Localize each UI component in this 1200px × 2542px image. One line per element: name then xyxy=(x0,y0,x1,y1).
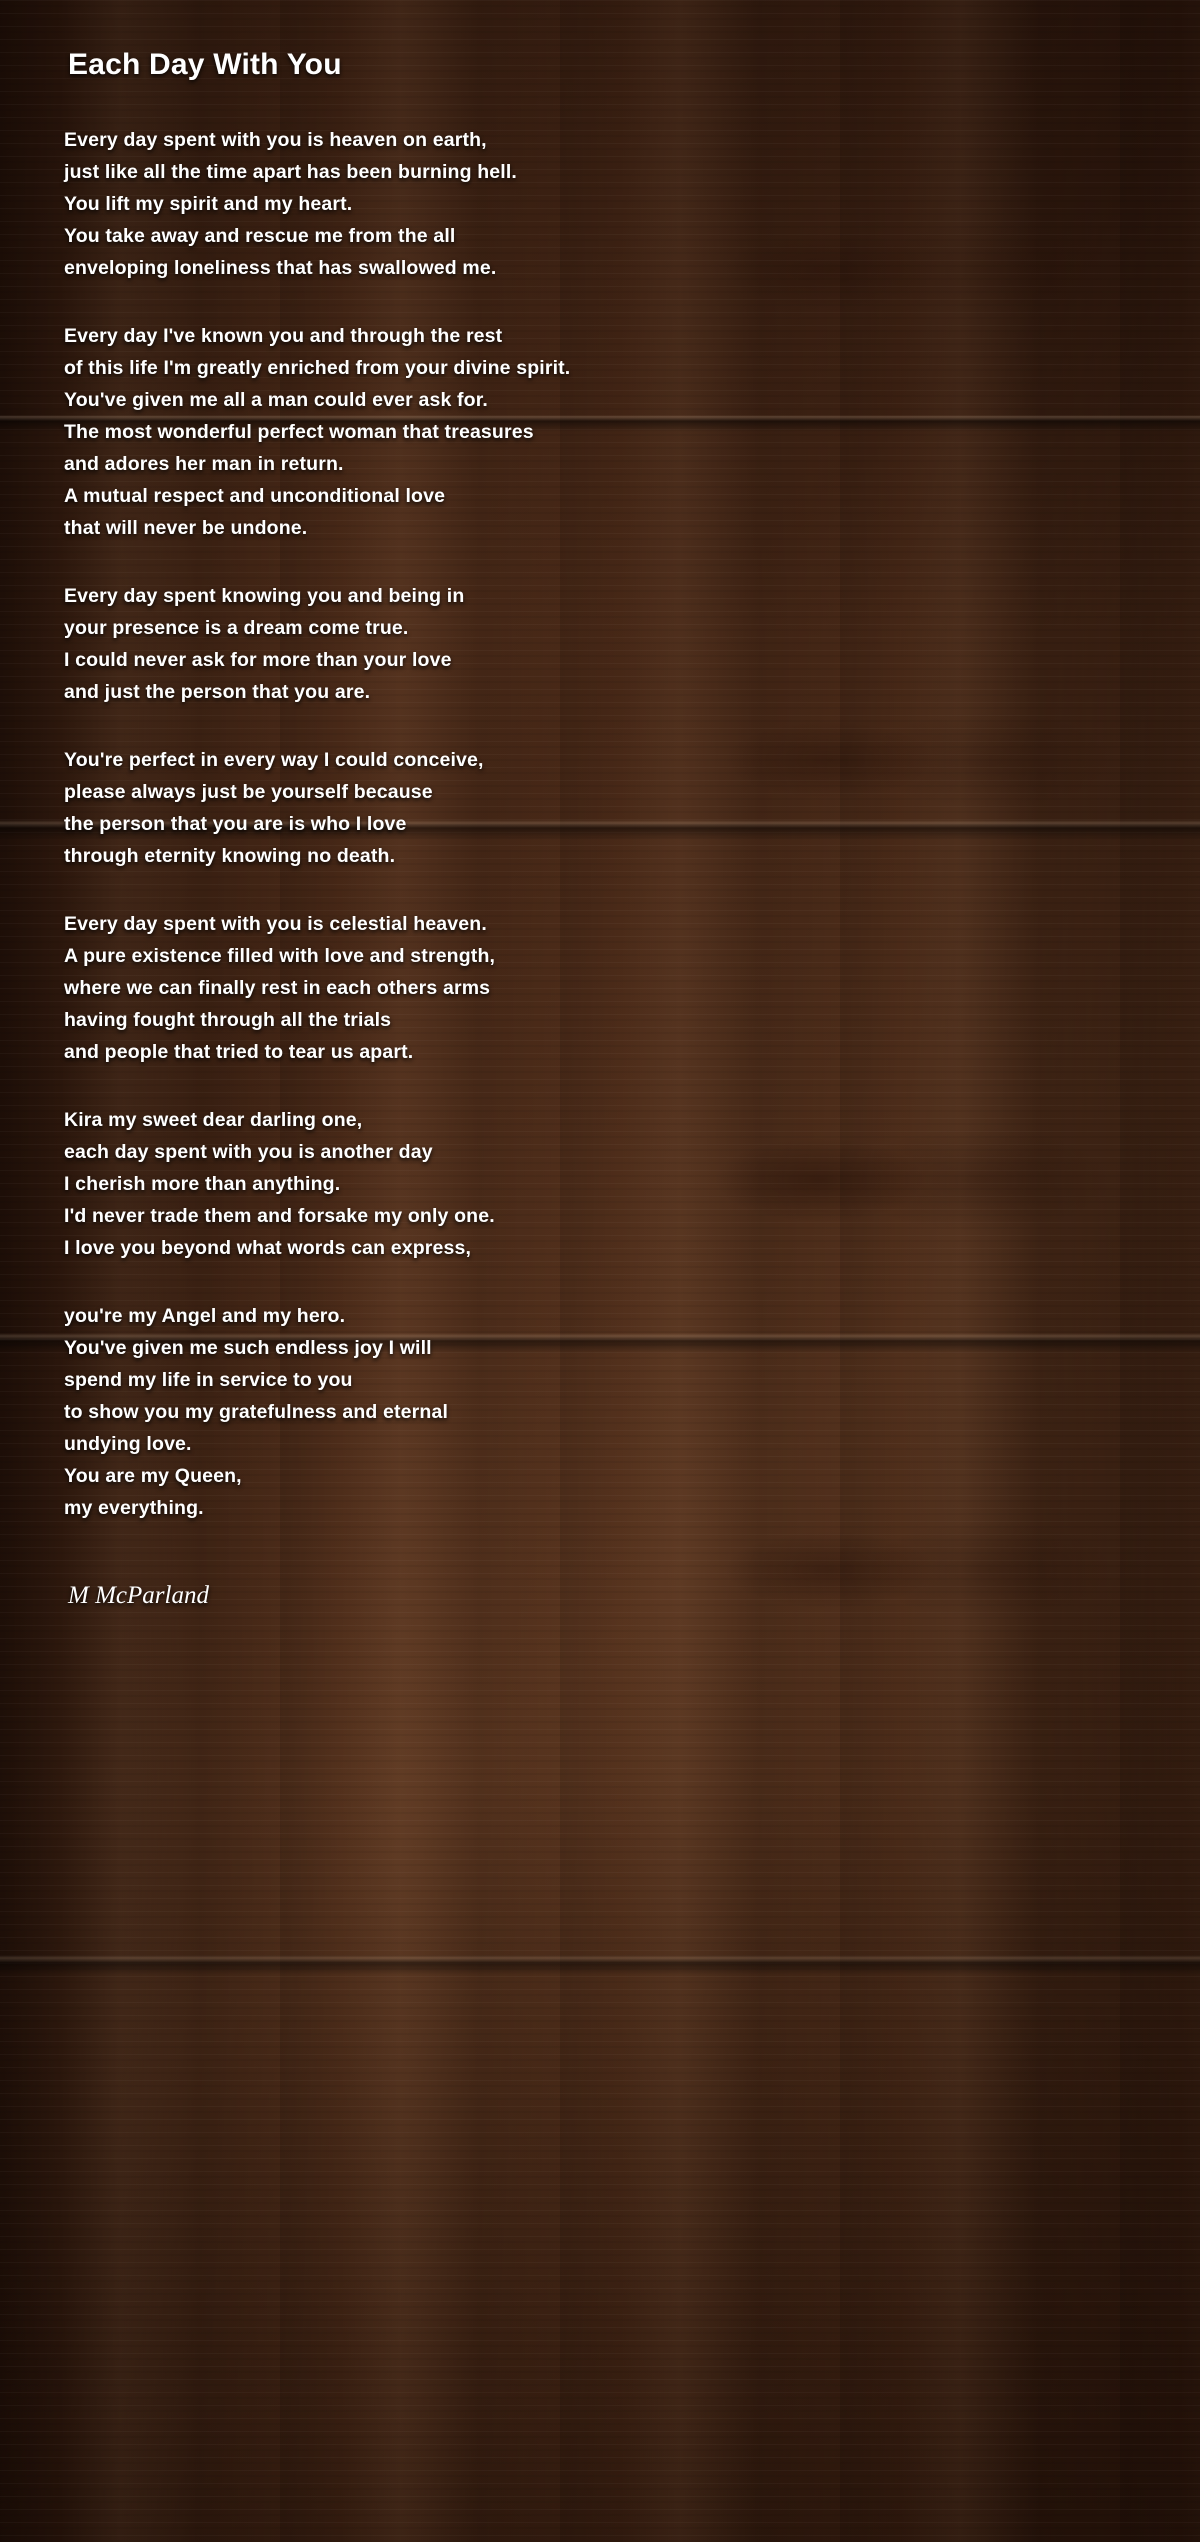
poem-line: Every day spent with you is heaven on earth, xyxy=(64,129,487,151)
poem-line: You've given me such endless joy I will xyxy=(64,1337,432,1359)
page-title: Each Day With You xyxy=(68,48,342,81)
poem-line: enveloping loneliness that has swallowed me. xyxy=(64,257,497,279)
poem-line: just like all the time apart has been burning hell. xyxy=(64,161,517,183)
poem-line: and people that tried to tear us apart. xyxy=(64,1041,414,1063)
poem-line: undying love. xyxy=(64,1433,192,1455)
poem-line: I'd never trade them and forsake my only one. xyxy=(64,1205,495,1227)
poem-line: my everything. xyxy=(64,1497,204,1519)
poem-author: M McParland xyxy=(68,1582,209,1609)
poem-line: your presence is a dream come true. xyxy=(64,617,409,639)
poem-line: of this life I'm greatly enriched from your divine spirit. xyxy=(64,357,571,379)
poem-line: and adores her man in return. xyxy=(64,453,344,475)
poem-stanza xyxy=(64,320,1200,544)
poem-line: I cherish more than anything. xyxy=(64,1173,341,1195)
poem-line: A mutual respect and unconditional love xyxy=(64,485,446,507)
poem-line: where we can finally rest in each others arms xyxy=(64,977,491,999)
poem-line: Every day I've known you and through the rest xyxy=(64,325,503,347)
poem-stanza xyxy=(64,580,1200,708)
poem-line: A pure existence filled with love and strength, xyxy=(64,945,496,967)
poem-line: Every day spent knowing you and being in xyxy=(64,585,465,607)
poem-line: Kira my sweet dear darling one, xyxy=(64,1109,363,1131)
poem-line: you're my Angel and my hero. xyxy=(64,1305,346,1327)
poem-line: spend my life in service to you xyxy=(64,1369,353,1391)
poem-line: that will never be undone. xyxy=(64,517,308,539)
poem-stanza xyxy=(64,1300,1200,1524)
poem-line: each day spent with you is another day xyxy=(64,1141,433,1163)
poem-line: having fought through all the trials xyxy=(64,1009,392,1031)
poem-line: and just the person that you are. xyxy=(64,681,371,703)
poem-line: You are my Queen, xyxy=(64,1465,242,1487)
poem-line: Every day spent with you is celestial heaven. xyxy=(64,913,487,935)
poem-line: You lift my spirit and my heart. xyxy=(64,193,353,215)
poem-stanza xyxy=(64,744,1200,872)
poem-line: You've given me all a man could ever ask for. xyxy=(64,389,488,411)
poem-line: please always just be yourself because xyxy=(64,781,433,803)
poem-line: to show you my gratefulness and eternal xyxy=(64,1401,449,1423)
poem-stanza xyxy=(64,124,1200,284)
poem-line: through eternity knowing no death. xyxy=(64,845,396,867)
poem-line: I love you beyond what words can express, xyxy=(64,1237,472,1259)
poem-line: the person that you are is who I love xyxy=(64,813,407,835)
poem-line: You're perfect in every way I could conceive, xyxy=(64,749,484,771)
poem-stanza xyxy=(64,908,1200,1068)
poem-line: You take away and rescue me from the all xyxy=(64,225,456,247)
poem-line: The most wonderful perfect woman that treasures xyxy=(64,421,534,443)
poem-line: I could never ask for more than your love xyxy=(64,649,452,671)
poem-stanza xyxy=(64,1104,1200,1264)
